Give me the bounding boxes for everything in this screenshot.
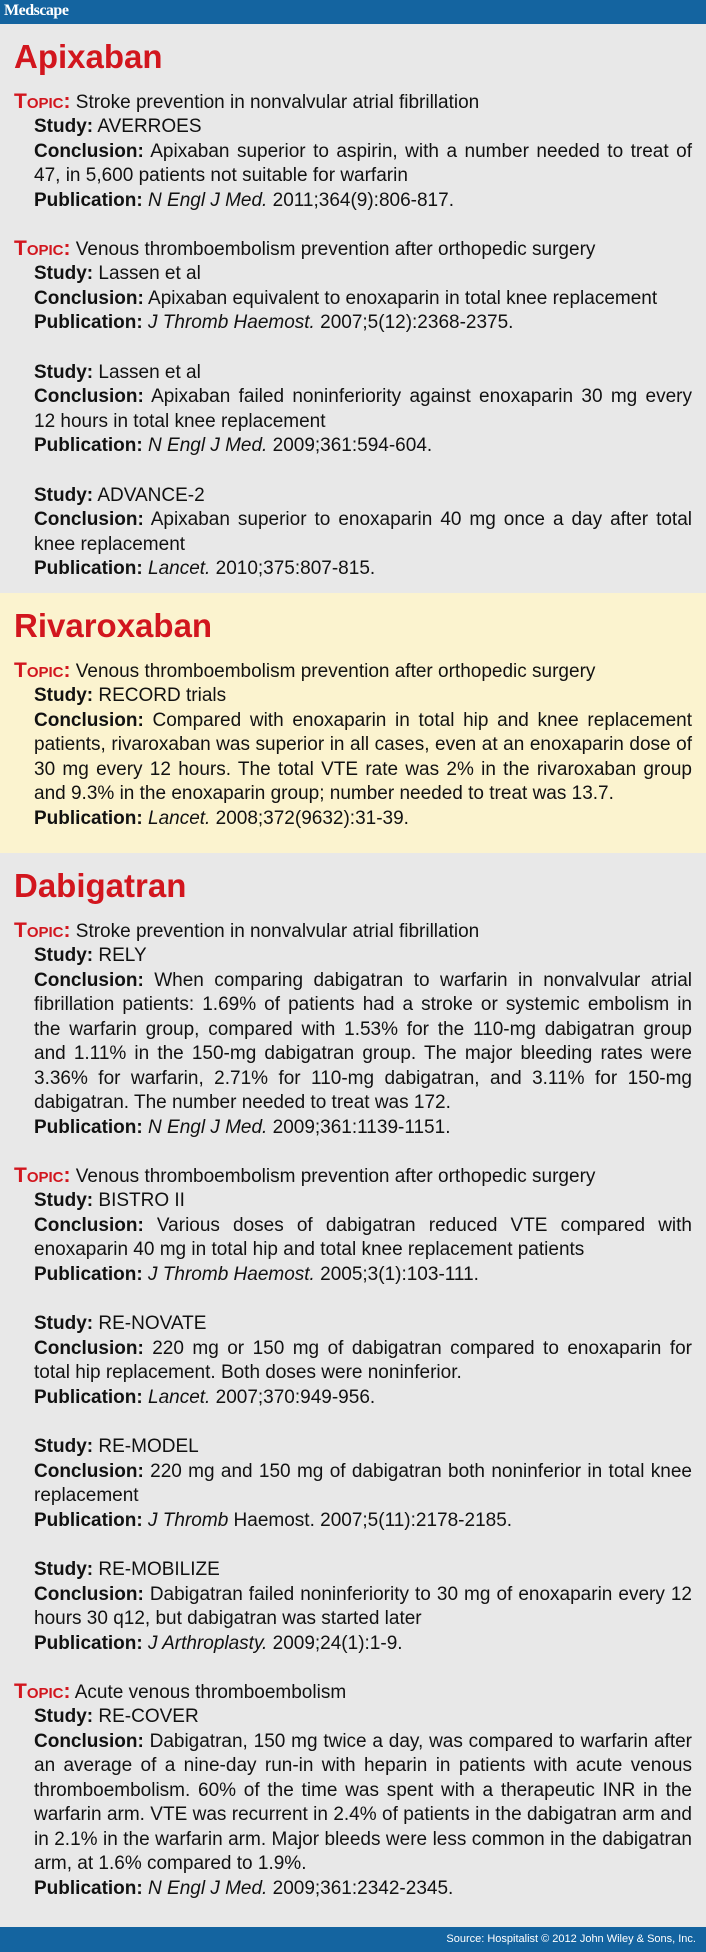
study-line — [34, 684, 692, 709]
spacer — [14, 459, 692, 484]
journal-name: N Engl J Med. — [148, 435, 268, 456]
publication-line — [34, 1263, 692, 1288]
publication-line — [34, 1386, 692, 1411]
study-label: Study: — [34, 484, 94, 506]
study-block — [34, 944, 692, 1140]
study-label: Study: — [34, 1436, 94, 1457]
header-bar — [0, 0, 706, 24]
study-line — [34, 115, 692, 140]
topic-line — [14, 659, 692, 684]
journal-name: J Thromb Haemost. — [148, 1263, 315, 1285]
topic-text: Stroke prevention in nonvalvular atrial fibrillation — [75, 921, 480, 942]
study-label: Study: — [34, 945, 94, 966]
citation: 2010;375:807-815. — [215, 558, 376, 579]
conclusion-line — [34, 1337, 692, 1386]
study-block — [34, 262, 692, 336]
conclusion-line — [34, 385, 692, 434]
topic-label: Topic: — [14, 919, 71, 942]
journal-name: N Engl J Med. — [148, 189, 268, 211]
publication-label: Publication: — [34, 435, 143, 456]
study-line — [34, 1189, 692, 1214]
journal-name: J Thromb Haemost. — [148, 312, 315, 333]
conclusion-text: Dabigatran, 150 mg twice a day, was compared to warfarin after an average of a nine-day run-in with heparin in patients with acute venous thromboembolism. 60% of the time was spent with a therapeutic INR in the warfarin arm. VTE was recurrent in 2.4% of patients in the dabigatran arm and in 2.1% in the warfarin arm. Major bleeds were less common in the dabigatran arm, at 1.6% compared to 1.9%. — [34, 1730, 693, 1874]
conclusion-text: Compared with enoxaparin in total hip and knee replacement patients, rivaroxaban was superior in all cases, even at an enoxaparin dose of 30 mg every 12 hours. The total VTE rate was 2% in the rivaroxaban group and 9.3% in the enoxaparin group; number needed to treat was 13.7. — [34, 709, 692, 804]
journal-name: J Arthroplasty. — [148, 1632, 268, 1654]
publication-label: Publication: — [34, 807, 143, 829]
study-name: RE-MOBILIZE — [98, 1559, 220, 1580]
publication-label: Publication: — [34, 1263, 143, 1285]
journal-name: Lancet. — [148, 807, 211, 829]
study-block — [34, 1705, 692, 1901]
topic-label: Topic: — [14, 237, 71, 260]
journal-name: N Engl J Med. — [148, 1116, 268, 1138]
study-line — [34, 484, 692, 509]
publication-line — [34, 807, 692, 832]
topic-label: Topic: — [14, 659, 71, 682]
study-label: Study: — [34, 685, 94, 706]
study-label: Study: — [34, 1559, 94, 1580]
conclusion-text: Apixaban superior to enoxaparin 40 mg once a day after total knee replacement — [34, 509, 692, 555]
citation: 2009;361:1139-1151. — [272, 1116, 451, 1138]
citation: 2007;5(12):2368-2375. — [320, 312, 514, 333]
study-line — [34, 1435, 692, 1460]
conclusion-line — [34, 969, 692, 1116]
footer-bar — [0, 1927, 706, 1952]
journal-name: J Thromb — [148, 1509, 229, 1531]
study-name: Lassen et al — [98, 263, 201, 284]
topic-text: Acute venous thromboembolism — [74, 1682, 347, 1703]
topic-text: Stroke prevention in nonvalvular atrial fibrillation — [75, 92, 480, 113]
study-line — [34, 262, 692, 287]
drug-section — [0, 593, 706, 853]
conclusion-text: When comparing dabigatran to warfarin in nonvalvular atrial fibrillation patients: 1.69% of patients had a stroke or systemic embolism in the warfarin group, compared with 1.53% for the 110-mg dabigatran group and 1.11% in the 150-mg dabigatran group. The major bleeding rates were 3.36% for warfarin, 2.71% for 110-mg dabigatran, and 3.11% for 150-mg dabigatran. The number needed to treat was 172. — [34, 969, 693, 1113]
spacer — [14, 1140, 692, 1164]
spacer — [14, 213, 692, 237]
citation: 2005;3(1):103-111. — [320, 1263, 479, 1285]
conclusion-text: Dabigatran failed noninferiority to 30 mg of enoxaparin every 12 hours 30 q12, but dabigatran was started later — [34, 1583, 692, 1629]
conclusion-label: Conclusion: — [34, 509, 144, 530]
study-label: Study: — [34, 263, 94, 284]
study-name: AVERROES — [97, 116, 202, 137]
study-name: BISTRO II — [98, 1190, 185, 1211]
study-name: RE-MODEL — [98, 1436, 199, 1457]
study-label: Study: — [34, 116, 94, 137]
study-block — [34, 115, 692, 213]
publication-label: Publication: — [34, 312, 143, 333]
topic-line — [14, 1164, 692, 1189]
publication-label: Publication: — [34, 1386, 143, 1408]
conclusion-label: Conclusion: — [34, 709, 144, 731]
conclusion-label: Conclusion: — [34, 1583, 144, 1605]
conclusion-text: 220 mg and 150 mg of dabigatran both noninferior in total knee replacement — [34, 1460, 692, 1506]
drug-section — [0, 853, 706, 1927]
spacer — [14, 1656, 692, 1680]
study-label: Study: — [34, 361, 94, 383]
topic-line — [14, 237, 692, 262]
publication-line — [34, 189, 692, 214]
study-line — [34, 1558, 692, 1583]
publication-line — [34, 311, 692, 336]
study-block — [34, 1189, 692, 1287]
drug-heading: Rivaroxaban — [14, 607, 213, 644]
study-name: RECORD trials — [98, 685, 227, 706]
source-credit: Source: Hospitalist © 2012 John Wiley & Sons, Inc. — [446, 1933, 696, 1945]
study-block — [34, 1312, 692, 1410]
study-block — [34, 484, 692, 582]
citation: 2009;361:2342-2345. — [272, 1877, 454, 1899]
content — [0, 24, 706, 1927]
conclusion-label: Conclusion: — [34, 140, 144, 162]
topic-text: Venous thromboembolism prevention after orthopedic surgery — [75, 661, 596, 682]
conclusion-line — [34, 1730, 692, 1877]
conclusion-line — [34, 287, 692, 312]
spacer — [14, 1533, 692, 1558]
journal-name: N Engl J Med. — [148, 1877, 268, 1899]
spacer — [14, 1410, 692, 1435]
study-name: Lassen et al — [98, 361, 201, 383]
citation: Haemost. 2007;5(11):2178-2185. — [233, 1509, 513, 1531]
drug-section — [0, 24, 706, 593]
publication-label: Publication: — [34, 1632, 143, 1654]
publication-label: Publication: — [34, 189, 143, 211]
study-block — [34, 684, 692, 831]
journal-name: Lancet. — [148, 558, 211, 579]
study-name: RELY — [98, 945, 147, 966]
study-block — [34, 361, 692, 459]
conclusion-text: Apixaban failed noninferiority against enoxaparin 30 mg every 12 hours in total knee replacement — [34, 386, 693, 432]
publication-line — [34, 434, 692, 459]
citation: 2008;372(9632):31-39. — [215, 807, 409, 829]
topic-text: Venous thromboembolism prevention after orthopedic surgery — [75, 239, 596, 260]
citation: 2009;24(1):1-9. — [272, 1632, 403, 1654]
study-line — [34, 944, 692, 969]
conclusion-label: Conclusion: — [34, 1337, 144, 1359]
topic-label: Topic: — [14, 1680, 71, 1703]
journal-name: Lancet. — [148, 1386, 211, 1408]
conclusion-text: Apixaban superior to aspirin, with a number needed to treat of 47, in 5,600 patients not suitable for warfarin — [34, 140, 692, 186]
spacer — [14, 336, 692, 361]
conclusion-label: Conclusion: — [34, 287, 144, 309]
conclusion-text: Various doses of dabigatran reduced VTE compared with enoxaparin 40 mg in total hip and total knee replacement patients — [34, 1214, 692, 1260]
drug-heading: Dabigatran — [14, 867, 187, 904]
conclusion-label: Conclusion: — [34, 969, 144, 991]
conclusion-line — [34, 1214, 692, 1263]
conclusion-line — [34, 709, 692, 807]
publication-label: Publication: — [34, 558, 143, 579]
drug-heading: Apixaban — [14, 38, 163, 75]
conclusion-line — [34, 508, 692, 557]
conclusion-text: Apixaban equivalent to enoxaparin in total knee replacement — [148, 287, 658, 309]
publication-line — [34, 557, 692, 582]
study-name: RE-COVER — [98, 1706, 199, 1727]
study-label: Study: — [34, 1706, 94, 1727]
study-name: RE-NOVATE — [98, 1313, 207, 1334]
topic-label: Topic: — [14, 90, 71, 113]
conclusion-label: Conclusion: — [34, 1460, 144, 1482]
topic-line — [14, 1680, 692, 1705]
study-line — [34, 361, 692, 386]
conclusion-line — [34, 140, 692, 189]
citation: 2011;364(9):806-817. — [272, 189, 454, 211]
publication-line — [34, 1116, 692, 1141]
topic-line — [14, 919, 692, 944]
spacer — [14, 1287, 692, 1312]
publication-label: Publication: — [34, 1877, 143, 1899]
study-name: ADVANCE-2 — [97, 484, 205, 506]
topic-line — [14, 90, 692, 115]
brand-logo: Medscape — [4, 2, 69, 19]
conclusion-label: Conclusion: — [34, 1214, 144, 1236]
study-line — [34, 1312, 692, 1337]
study-label: Study: — [34, 1190, 94, 1211]
study-block — [34, 1435, 692, 1533]
publication-label: Publication: — [34, 1509, 143, 1531]
study-label: Study: — [34, 1313, 94, 1334]
conclusion-label: Conclusion: — [34, 1730, 144, 1752]
conclusion-text: 220 mg or 150 mg of dabigatran compared to enoxaparin for total hip replacement. Both doses were noninferior. — [34, 1337, 692, 1383]
publication-line — [34, 1632, 692, 1657]
conclusion-label: Conclusion: — [34, 386, 144, 407]
citation: 2007;370:949-956. — [215, 1386, 376, 1408]
conclusion-line — [34, 1583, 692, 1632]
topic-text: Venous thromboembolism prevention after orthopedic surgery — [75, 1166, 596, 1187]
conclusion-line — [34, 1460, 692, 1509]
study-block — [34, 1558, 692, 1656]
publication-label: Publication: — [34, 1116, 143, 1138]
publication-line — [34, 1877, 692, 1902]
topic-label: Topic: — [14, 1164, 71, 1187]
study-line — [34, 1705, 692, 1730]
citation: 2009;361:594-604. — [272, 435, 433, 456]
publication-line — [34, 1509, 692, 1534]
